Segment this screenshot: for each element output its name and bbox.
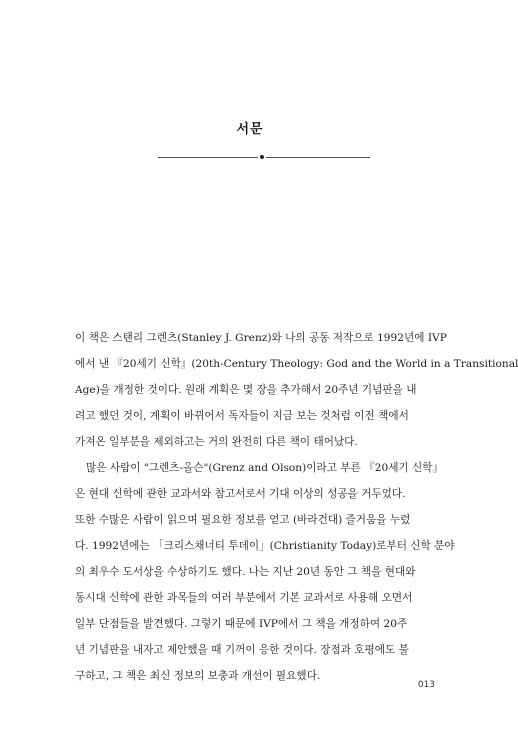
text-line: 이 책은 스탠리 그렌츠(Stanley J. Grenz)와 나의 공동 저작으로 1992년에 IVP [75,332,447,344]
page-title: 서문 [236,122,264,137]
text-line: 가져온 일부분을 제외하고는 거의 완전히 다른 책이 태어났다. [75,436,358,448]
title-divider [158,157,370,158]
text-line: Age)을 개정한 것이다. 원래 계획은 몇 장을 추가해서 20주년 기념판을 내 [75,384,417,396]
text-line: 구하고, 그 책은 최신 정보의 보충과 개선이 필요했다. [75,670,321,682]
text-line: 은 현대 신학에 관한 교과서와 참고서로서 기대 이상의 성공을 거두었다. [75,488,406,500]
text-line: 려고 했던 것이, 계획이 바뀌어서 독자들이 지금 보는 것처럼 이전 책에서 [75,410,409,422]
text-line: 에서 낸 『20세기 신학』(20th-Century Theology: God and the World in a Transitional [75,358,518,370]
divider-line-left [158,157,258,158]
divider-dot-icon [260,155,264,159]
divider-line-right [266,157,370,158]
text-line: 또한 수많은 사람이 읽으며 필요한 정보를 얻고 (바라건대) 즐거움을 누렸 [75,514,411,526]
text-line: 년 기념판을 내자고 제안했을 때 기꺼이 응한 것이다. 장점과 호평에도 불 [75,644,409,656]
text-line: 일부 단점들을 발견했다. 그렇기 때문에 IVP에서 그 책을 개정하여 20주 [75,618,408,630]
text-line: 많은 사람이 "그렌츠-올슨"(Grenz and Olson)이라고 부른 『20세기 신학』 [86,462,444,474]
page-number: 013 [417,680,435,690]
text-line: 다. 1992년에는 「크리스채너티 투데이」(Christianity Today)로부터 신학 분야 [75,540,455,552]
text-line: 의 최우수 도서상을 수상하기도 했다. 나는 지난 20년 동안 그 책을 현대와 [75,566,416,578]
body-text [75,325,518,689]
text-line: 동시대 신학에 관한 과목들의 여러 부분에서 기본 교과서로 사용해 오면서 [75,592,413,604]
